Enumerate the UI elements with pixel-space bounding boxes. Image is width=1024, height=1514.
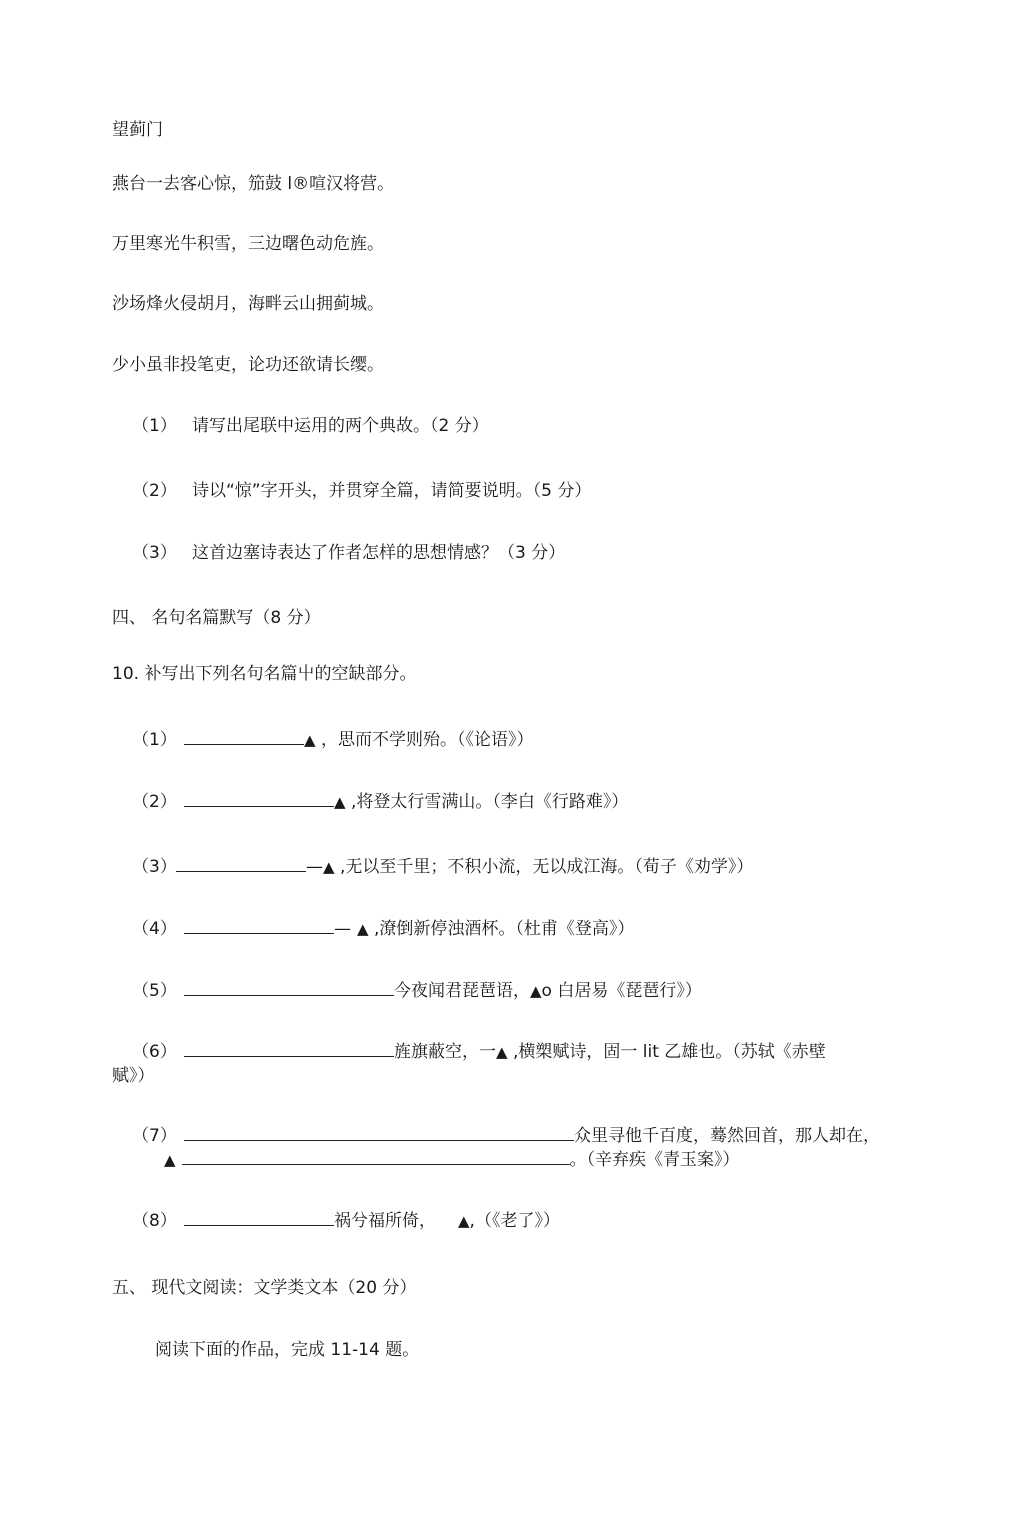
question-10: 10. 补写出下列名句名篇屮的空缺部分。 (112, 664, 417, 684)
item-number: （8） (132, 1211, 177, 1231)
fill-item-7 (132, 1124, 880, 1148)
item-tail: ,（《老了》） (469, 1211, 560, 1231)
answer-blank[interactable] (184, 1042, 394, 1057)
triangle-marker: ▲ (164, 1151, 176, 1169)
question-number: （3） (132, 543, 177, 563)
answer-blank[interactable] (184, 919, 334, 934)
poem-question (132, 541, 565, 565)
item-number: （4） (132, 919, 177, 939)
triangle-marker: ▲ (323, 858, 335, 876)
question-text: 这首边塞诗表达了作者怎样的思想情感？（3 分） (192, 543, 566, 563)
item-number: （7） (132, 1126, 177, 1146)
fill-item-2 (132, 790, 628, 814)
poem-line-4: 少小虽非投笔吏，论功还欲请长缨。 (112, 355, 384, 375)
triangle-marker: ▲ (334, 793, 346, 811)
item-number: （6） (132, 1042, 177, 1062)
item-tail: o 白居易《琵琶行》） (541, 981, 702, 1001)
fill-item-4 (132, 917, 634, 941)
item-text: ,潦倒新停浊酒杯。（杜甫《登高》） (368, 919, 635, 939)
fill-item-6 (132, 1040, 826, 1064)
item-text: ，思而不学则殆。（《论语》） (315, 730, 534, 750)
item-text: ,无以至千里；不积小流，无以成江海。（荀子《劝学》） (334, 857, 754, 877)
answer-blank[interactable] (184, 1211, 334, 1226)
item-text: 祸兮福所倚， (334, 1211, 436, 1231)
dash: — (334, 919, 351, 939)
answer-blank[interactable] (184, 981, 394, 996)
triangle-marker: ▲ (496, 1043, 508, 1061)
triangle-marker: ▲ (458, 1212, 470, 1230)
fill-item-6-continuation: 赋》） (112, 1066, 155, 1086)
poem-question (132, 479, 591, 503)
item-tail: ,横槊赋诗，固一 lit 乙雄也。（苏轼《赤壁 (507, 1042, 826, 1062)
poem-question (132, 414, 489, 438)
reading-instruction: 阅读下面的作品，完成 11-14 题。 (155, 1340, 420, 1360)
question-number: （2） (132, 481, 177, 501)
fill-item-1 (132, 728, 533, 752)
answer-blank[interactable] (182, 1150, 570, 1165)
triangle-marker: ▲ (530, 982, 542, 1000)
answer-blank[interactable] (176, 857, 306, 872)
triangle-marker: ▲ (304, 731, 316, 749)
section-heading-5: 五、 现代文阅读：文学类文本（20 分） (112, 1278, 417, 1298)
item-text: 今夜闻君琵琶语， (394, 981, 530, 1001)
item-number: （5） (132, 981, 177, 1001)
poem-line-3: 沙场烽火侵胡月，海畔云山拥蓟城。 (112, 294, 384, 314)
section-heading-4: 四、 名句名篇默写（8 分） (112, 608, 321, 628)
triangle-marker: ▲ (357, 920, 369, 938)
item-tail: 。（辛弃疾《青玉案》） (569, 1150, 740, 1170)
fill-item-5 (132, 979, 702, 1003)
item-text: 旌旗蔽空，一 (394, 1042, 496, 1062)
poem-title: 望蓟门 (112, 120, 163, 140)
item-number: （3） (132, 857, 177, 877)
answer-blank[interactable] (184, 730, 304, 745)
item-number: （1） (132, 730, 177, 750)
item-text: 众里寻他千百度，蓦然回首，那人却在， (574, 1126, 880, 1146)
question-number: （1） (132, 416, 177, 436)
question-text: 诗以“惊”字开头，并贯穿全篇，请简要说明。（5 分） (192, 481, 592, 501)
answer-blank[interactable] (184, 792, 334, 807)
question-text: 请写出尾联中运用的两个典故。（2 分） (192, 416, 489, 436)
fill-item-3 (132, 855, 753, 879)
answer-blank[interactable] (184, 1126, 574, 1141)
poem-line-2: 万里寒光牛积雪，三边曙色动危旌。 (112, 234, 384, 254)
fill-item-7-second-line (164, 1148, 740, 1172)
item-number: （2） (132, 792, 177, 812)
fill-item-8 (132, 1209, 560, 1233)
poem-line-1: 燕台一去客心惊，笳鼓 l®喧汉将营。 (112, 174, 395, 194)
dash: — (306, 857, 323, 877)
item-text: ,将登太行雪满山。（李白《行路难》） (345, 792, 629, 812)
